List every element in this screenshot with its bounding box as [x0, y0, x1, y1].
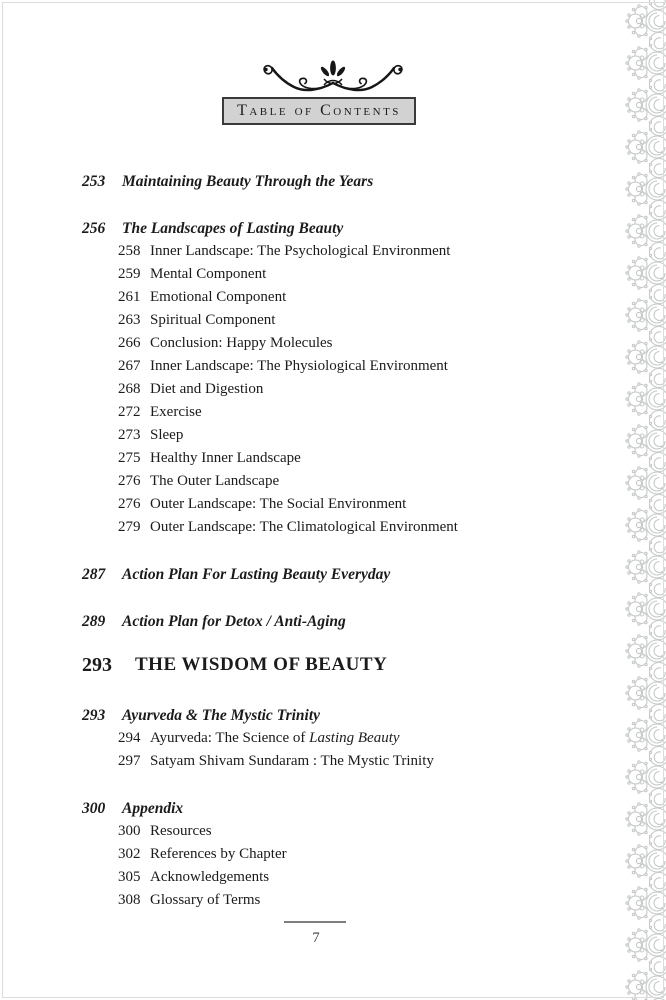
- toc-entry-page-number: 276: [118, 496, 141, 512]
- toc-entry: [0, 355, 620, 378]
- toc-entry-title: THE WISDOM OF BEAUTY: [135, 654, 388, 675]
- toc-entry-title-italic-part: Lasting Beauty: [309, 730, 400, 746]
- toc-entry: [0, 493, 620, 516]
- toc-entry-title: References by Chapter: [150, 846, 287, 862]
- toc-entry: [0, 610, 620, 633]
- toc-entry-title: Healthy Inner Landscape: [150, 450, 301, 466]
- toc-entry-title: Sleep: [150, 427, 184, 443]
- toc-entry-title: Mental Component: [150, 266, 267, 282]
- toc-entry-page-number: 275: [118, 450, 141, 466]
- toc-entry-title: Conclusion: Happy Molecules: [150, 335, 333, 351]
- toc-entry-title: Glossary of Terms: [150, 892, 261, 908]
- toc-entry-page-number: 273: [118, 427, 141, 443]
- toc-entry: [0, 866, 620, 889]
- toc-entry-title: Action Plan For Lasting Beauty Everyday: [122, 566, 391, 583]
- toc-entry-page-number: 297: [118, 753, 141, 769]
- toc-entry: [0, 378, 620, 401]
- footer-divider: [284, 921, 346, 923]
- toc-entry: [0, 843, 620, 866]
- toc-entry-page-number: 256: [82, 220, 106, 237]
- toc-entry-page-number: 294: [118, 730, 141, 746]
- toc-entry-title: The Landscapes of Lasting Beauty: [122, 220, 344, 237]
- toc-entry: [0, 309, 620, 332]
- page-number: 7: [312, 930, 320, 946]
- table-of-contents-title-box: [222, 97, 416, 125]
- toc-entry: [0, 727, 620, 750]
- toc-entry-title: Outer Landscape: The Climatological Environment: [150, 519, 458, 535]
- toc-entry-title: Inner Landscape: The Psychological Environment: [150, 243, 451, 259]
- toc-entry-title: Ayurveda: The Science of Lasting Beauty: [150, 730, 400, 746]
- toc-entry: [0, 401, 620, 424]
- toc-entry-page-number: 279: [118, 519, 141, 535]
- toc-entry: [0, 797, 620, 820]
- toc-entry: [0, 447, 620, 470]
- toc-entry-page-number: 272: [118, 404, 141, 420]
- toc-entry-title: Outer Landscape: The Social Environment: [150, 496, 407, 512]
- toc-entry-page-number: 263: [118, 312, 141, 328]
- toc-list: [0, 170, 620, 912]
- toc-entry-page-number: 259: [118, 266, 141, 282]
- toc-entry-title: Acknowledgements: [150, 869, 270, 885]
- toc-entry: [0, 889, 620, 912]
- toc-entry-page-number: 267: [118, 358, 141, 374]
- toc-entry-page-number: 268: [118, 381, 141, 397]
- toc-entry-title: Maintaining Beauty Through the Years: [122, 173, 374, 190]
- toc-entry: [0, 217, 620, 240]
- toc-entry: [0, 650, 620, 680]
- toc-entry: [0, 286, 620, 309]
- toc-entry-page-number: 308: [118, 892, 141, 908]
- flourish-ornament-icon: [258, 58, 408, 96]
- toc-entry-page-number: 305: [118, 869, 141, 885]
- toc-entry: [0, 424, 620, 447]
- toc-entry-page-number: 261: [118, 289, 141, 305]
- toc-entry-title: Spiritual Component: [150, 312, 276, 328]
- toc-entry: [0, 170, 620, 193]
- toc-entry-page-number: 293: [82, 707, 106, 724]
- toc-entry-title: The Outer Landscape: [150, 473, 280, 489]
- toc-entry: [0, 750, 620, 773]
- toc-entry-title: Action Plan for Detox / Anti-Aging: [122, 613, 346, 630]
- toc-entry-title: Inner Landscape: The Physiological Environment: [150, 358, 448, 374]
- toc-entry: [0, 240, 620, 263]
- toc-entry-page-number: 300: [82, 800, 106, 817]
- toc-entry: [0, 563, 620, 586]
- toc-entry-title: Diet and Digestion: [150, 381, 264, 397]
- page-title: Table of Contents: [237, 102, 401, 119]
- toc-entry: [0, 332, 620, 355]
- lace-border-decoration: [620, 0, 666, 1000]
- toc-entry: [0, 704, 620, 727]
- toc-entry-page-number: 287: [82, 566, 106, 583]
- toc-entry-page-number: 300: [118, 823, 141, 839]
- toc-entry-page-number: 293: [82, 654, 112, 676]
- toc-entry: [0, 516, 620, 539]
- toc-entry-page-number: 276: [118, 473, 141, 489]
- toc-entry-page-number: 258: [118, 243, 141, 259]
- toc-entry-page-number: 302: [118, 846, 141, 862]
- toc-entry-title: Resources: [150, 823, 212, 839]
- toc-entry: [0, 470, 620, 493]
- toc-entry: [0, 263, 620, 286]
- toc-entry-title: Exercise: [150, 404, 202, 420]
- toc-entry-title: Appendix: [122, 800, 184, 817]
- toc-entry-page-number: 253: [82, 173, 106, 190]
- toc-entry-title: Emotional Component: [150, 289, 287, 305]
- toc-entry-title: Ayurveda & The Mystic Trinity: [122, 707, 321, 724]
- toc-entry-title: Satyam Shivam Sundaram : The Mystic Trinity: [150, 753, 434, 769]
- toc-entry-page-number: 289: [82, 613, 106, 630]
- toc-entry: [0, 820, 620, 843]
- toc-entry-page-number: 266: [118, 335, 141, 351]
